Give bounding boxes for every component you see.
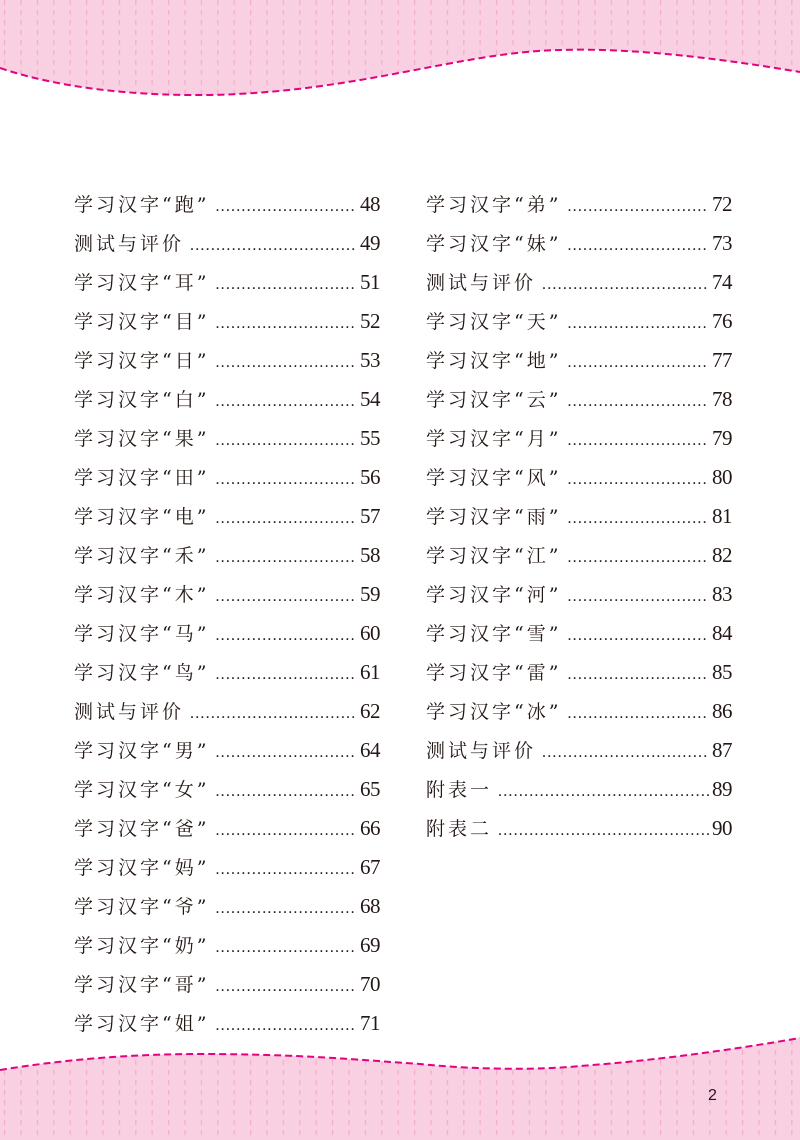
- toc-entry-page: 90: [712, 816, 732, 840]
- dot-leader: [215, 421, 357, 460]
- toc-entry-title: 学习汉字“雷”: [426, 662, 562, 684]
- toc-entry[interactable]: [74, 458, 380, 497]
- toc-entry-title: 学习汉字“爸”: [74, 818, 210, 840]
- dot-leader: [215, 187, 357, 226]
- toc-entry-title: 学习汉字“地”: [426, 350, 562, 372]
- dot-leader: [567, 694, 709, 733]
- toc-entry[interactable]: [74, 224, 380, 263]
- toc-entry-title: 学习汉字“果”: [74, 428, 210, 450]
- dot-leader: [567, 538, 709, 577]
- toc-entry-page: 85: [712, 660, 732, 684]
- toc-left-column: [74, 185, 380, 1043]
- toc-entry-page: 80: [712, 465, 732, 489]
- toc-entry-title: 学习汉字“河”: [426, 584, 562, 606]
- toc-entry[interactable]: [426, 224, 732, 263]
- toc-entry-title: 学习汉字“男”: [74, 740, 210, 762]
- toc-entry-title: 学习汉字“雨”: [426, 506, 562, 528]
- toc-entry-title: 学习汉字“爷”: [74, 896, 210, 918]
- dot-leader: [498, 811, 709, 850]
- toc-entry-title: 学习汉字“田”: [74, 467, 210, 489]
- toc-entry-title: 学习汉字“马”: [74, 623, 210, 645]
- dot-leader: [215, 265, 357, 304]
- toc-entry-title: 学习汉字“女”: [74, 779, 210, 801]
- toc-entry[interactable]: [74, 185, 380, 224]
- toc-entry-page: 77: [712, 348, 732, 372]
- toc-entry[interactable]: [426, 497, 732, 536]
- toc-entry[interactable]: [74, 926, 380, 965]
- dot-leader: [567, 577, 709, 616]
- bottom-decorative-band: [0, 1020, 800, 1140]
- toc-entry-title: 学习汉字“目”: [74, 311, 210, 333]
- dot-leader: [215, 343, 357, 382]
- toc-entry[interactable]: [74, 419, 380, 458]
- dot-leader: [215, 616, 357, 655]
- toc-entry-page: 59: [360, 582, 380, 606]
- toc-entry-page: 74: [712, 270, 732, 294]
- toc-entry[interactable]: [426, 575, 732, 614]
- dot-leader: [567, 226, 709, 265]
- toc-entry-page: 78: [712, 387, 732, 411]
- dot-leader: [215, 928, 357, 967]
- toc-entry-title: 学习汉字“天”: [426, 311, 562, 333]
- toc-entry[interactable]: [426, 692, 732, 731]
- toc-entry-page: 73: [712, 231, 732, 255]
- toc-entry-title: 学习汉字“妈”: [74, 857, 210, 879]
- dot-leader: [215, 655, 357, 694]
- toc-entry[interactable]: [74, 653, 380, 692]
- dot-leader: [215, 577, 357, 616]
- dot-leader: [567, 616, 709, 655]
- toc-entry-title: 测试与评价: [74, 233, 185, 255]
- dot-leader: [215, 850, 357, 889]
- toc-entry-title: 学习汉字“冰”: [426, 701, 562, 723]
- toc-entry-page: 61: [360, 660, 380, 684]
- toc-entry-title: 学习汉字“风”: [426, 467, 562, 489]
- dot-leader: [498, 772, 709, 811]
- toc-entry-page: 70: [360, 972, 380, 996]
- dot-leader: [567, 304, 709, 343]
- toc-entry-page: 71: [360, 1011, 380, 1035]
- dot-leader: [215, 460, 357, 499]
- toc-entry-page: 49: [360, 231, 380, 255]
- toc-entry[interactable]: [426, 185, 732, 224]
- toc-entry-title: 学习汉字“妹”: [426, 233, 562, 255]
- dot-leader: [215, 382, 357, 421]
- toc-entry-title: 学习汉字“云”: [426, 389, 562, 411]
- dot-leader: [567, 499, 709, 538]
- toc-entry-page: 52: [360, 309, 380, 333]
- toc-entry[interactable]: [426, 458, 732, 497]
- dot-leader: [215, 772, 357, 811]
- toc-entry[interactable]: [74, 770, 380, 809]
- toc-entry-title: 学习汉字“耳”: [74, 272, 210, 294]
- dot-leader: [567, 343, 709, 382]
- toc-entry[interactable]: [426, 653, 732, 692]
- toc-entry[interactable]: [74, 692, 380, 731]
- toc-entry[interactable]: [426, 770, 732, 809]
- dot-leader: [215, 538, 357, 577]
- dot-leader: [215, 967, 357, 1006]
- toc-entry-page: 79: [712, 426, 732, 450]
- toc-entry[interactable]: [426, 302, 732, 341]
- toc-entry-page: 69: [360, 933, 380, 957]
- toc-entry-title: 学习汉字“木”: [74, 584, 210, 606]
- toc-entry-title: 学习汉字“哥”: [74, 974, 210, 996]
- toc-entry-title: 学习汉字“雪”: [426, 623, 562, 645]
- toc-entry-title: 学习汉字“弟”: [426, 194, 562, 216]
- toc-right-column: [426, 185, 732, 848]
- toc-entry-page: 72: [712, 192, 732, 216]
- dot-leader: [542, 733, 709, 772]
- toc-entry-title: 学习汉字“日”: [74, 350, 210, 372]
- toc-entry[interactable]: [74, 965, 380, 1004]
- top-decorative-band: [0, 0, 800, 110]
- toc-entry[interactable]: [74, 614, 380, 653]
- dot-leader: [190, 226, 357, 265]
- toc-entry-page: 87: [712, 738, 732, 762]
- toc-entry-page: 67: [360, 855, 380, 879]
- toc-entry-page: 62: [360, 699, 380, 723]
- dot-leader: [542, 265, 709, 304]
- toc-entry[interactable]: [74, 263, 380, 302]
- toc-entry-page: 55: [360, 426, 380, 450]
- toc-entry-title: 附表一: [426, 779, 493, 801]
- toc-entry-page: 48: [360, 192, 380, 216]
- toc-entry[interactable]: [74, 341, 380, 380]
- toc-entry-title: 测试与评价: [74, 701, 185, 723]
- toc-entry[interactable]: [74, 536, 380, 575]
- toc-entry-page: 65: [360, 777, 380, 801]
- dot-leader: [567, 460, 709, 499]
- toc-entry-page: 82: [712, 543, 732, 567]
- toc-entry-title: 学习汉字“禾”: [74, 545, 210, 567]
- toc-entry-page: 64: [360, 738, 380, 762]
- dot-leader: [215, 304, 357, 343]
- toc-entry-page: 60: [360, 621, 380, 645]
- toc-entry[interactable]: [426, 419, 732, 458]
- toc-entry[interactable]: [426, 731, 732, 770]
- toc-entry-page: 68: [360, 894, 380, 918]
- dot-leader: [190, 694, 357, 733]
- toc-entry-page: 86: [712, 699, 732, 723]
- toc-entry-page: 57: [360, 504, 380, 528]
- toc-entry-page: 89: [712, 777, 732, 801]
- toc-entry-title: 学习汉字“江”: [426, 545, 562, 567]
- toc-entry[interactable]: [74, 497, 380, 536]
- toc-entry[interactable]: [74, 380, 380, 419]
- toc-entry-title: 学习汉字“电”: [74, 506, 210, 528]
- toc-entry-page: 58: [360, 543, 380, 567]
- toc-entry[interactable]: [74, 731, 380, 770]
- toc-entry[interactable]: [426, 809, 732, 848]
- toc-entry-title: 测试与评价: [426, 740, 537, 762]
- toc-entry[interactable]: [74, 809, 380, 848]
- toc-entry-title: 学习汉字“鸟”: [74, 662, 210, 684]
- dot-leader: [567, 655, 709, 694]
- toc-entry-page: 76: [712, 309, 732, 333]
- toc-entry-page: 84: [712, 621, 732, 645]
- toc-entry-title: 学习汉字“姐”: [74, 1013, 210, 1035]
- toc-entry[interactable]: [426, 341, 732, 380]
- page-number: 2: [708, 1087, 717, 1104]
- toc-entry-page: 56: [360, 465, 380, 489]
- toc-entry-page: 53: [360, 348, 380, 372]
- toc-entry[interactable]: [426, 536, 732, 575]
- toc-entry-page: 51: [360, 270, 380, 294]
- toc-entry[interactable]: [74, 848, 380, 887]
- toc-entry[interactable]: [74, 302, 380, 341]
- toc-entry-title: 学习汉字“白”: [74, 389, 210, 411]
- toc-entry[interactable]: [426, 380, 732, 419]
- toc-entry-page: 83: [712, 582, 732, 606]
- toc-entry-page: 66: [360, 816, 380, 840]
- toc-entry[interactable]: [426, 263, 732, 302]
- toc-entry-title: 学习汉字“奶”: [74, 935, 210, 957]
- dot-leader: [567, 382, 709, 421]
- toc-entry-page: 54: [360, 387, 380, 411]
- dot-leader: [567, 187, 709, 226]
- toc-entry-title: 学习汉字“跑”: [74, 194, 210, 216]
- toc-entry[interactable]: [74, 575, 380, 614]
- toc-entry[interactable]: [74, 887, 380, 926]
- dot-leader: [215, 889, 357, 928]
- toc-entry-title: 测试与评价: [426, 272, 537, 294]
- dot-leader: [215, 733, 357, 772]
- dot-leader: [567, 421, 709, 460]
- toc-entry[interactable]: [426, 614, 732, 653]
- toc-entry-title: 学习汉字“月”: [426, 428, 562, 450]
- toc-entry-page: 81: [712, 504, 732, 528]
- dot-leader: [215, 811, 357, 850]
- dot-leader: [215, 499, 357, 538]
- toc-entry-title: 附表二: [426, 818, 493, 840]
